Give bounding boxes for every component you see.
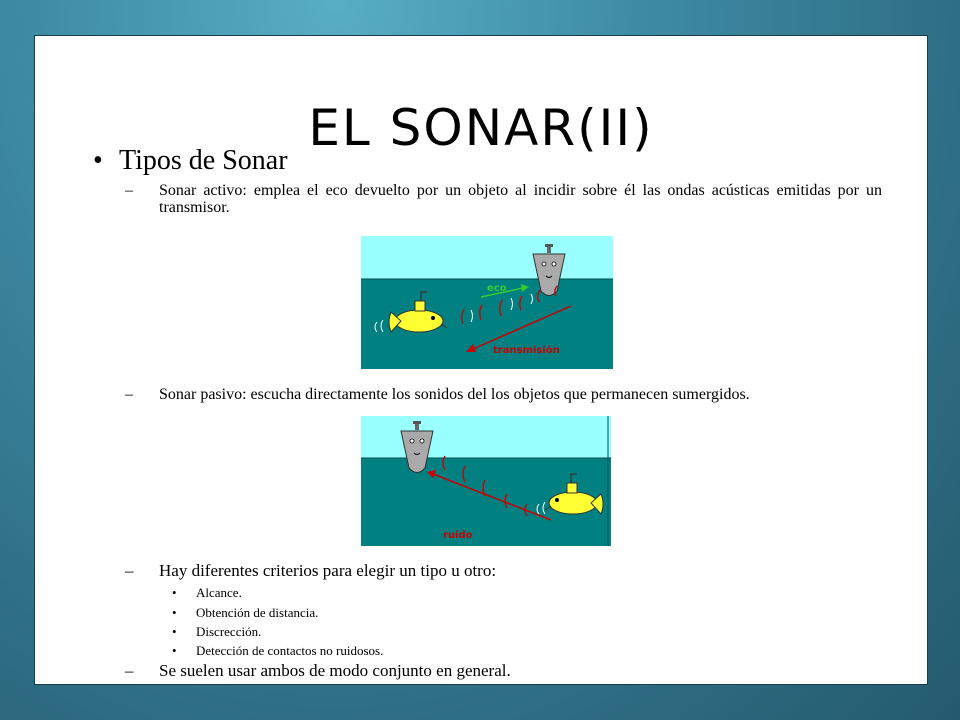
heading-bullet	[93, 144, 288, 178]
eco-label: eco	[487, 283, 507, 294]
sky	[361, 416, 611, 458]
item-text: Sonar pasivo: escucha directamente los sonidos del los objetos que permanecen sumergidos.	[159, 386, 750, 403]
criterion-text: Discrección.	[196, 624, 262, 639]
bullet-dot: •	[172, 624, 177, 639]
bullet-dot: •	[172, 585, 177, 600]
dash-marker: –	[125, 182, 133, 199]
criterion-text: Obtención de distancia.	[196, 605, 319, 620]
bullet-dot: •	[172, 605, 177, 620]
item-text: Se suelen usar ambos de modo conjunto en general.	[159, 661, 511, 680]
item-combined	[125, 662, 882, 679]
criterion-item	[172, 605, 318, 621]
bullet-dot: •	[93, 145, 103, 176]
item-criteria	[125, 562, 882, 579]
heading-text: Tipos de Sonar	[119, 145, 288, 176]
bullet-dot: •	[172, 643, 177, 658]
active-sonar-diagram	[361, 236, 613, 369]
criterion-item	[172, 624, 261, 640]
item-passive-sonar	[125, 386, 882, 403]
noise-label: ruido	[443, 530, 473, 541]
criterion-text: Detección de contactos no ruidosos.	[196, 643, 384, 658]
slide	[34, 35, 928, 685]
criterion-item	[172, 585, 242, 601]
dash-marker: –	[125, 661, 134, 680]
item-text: Sonar activo: emplea el eco devuelto por un objeto al incidir sobre él las ondas acústicas emitidas por un transmisor.	[159, 182, 882, 216]
passive-sonar-diagram	[361, 416, 611, 546]
transmit-label: transmisión	[493, 345, 560, 356]
slide-title: EL SONAR(II)	[308, 99, 654, 157]
criterion-item	[172, 643, 383, 659]
item-active-sonar	[125, 182, 882, 216]
criterion-text: Alcance.	[196, 585, 242, 600]
sky	[361, 236, 613, 279]
item-text: Hay diferentes criterios para elegir un tipo u otro:	[159, 561, 497, 580]
dash-marker: –	[125, 561, 134, 580]
dash-marker: –	[125, 386, 133, 403]
